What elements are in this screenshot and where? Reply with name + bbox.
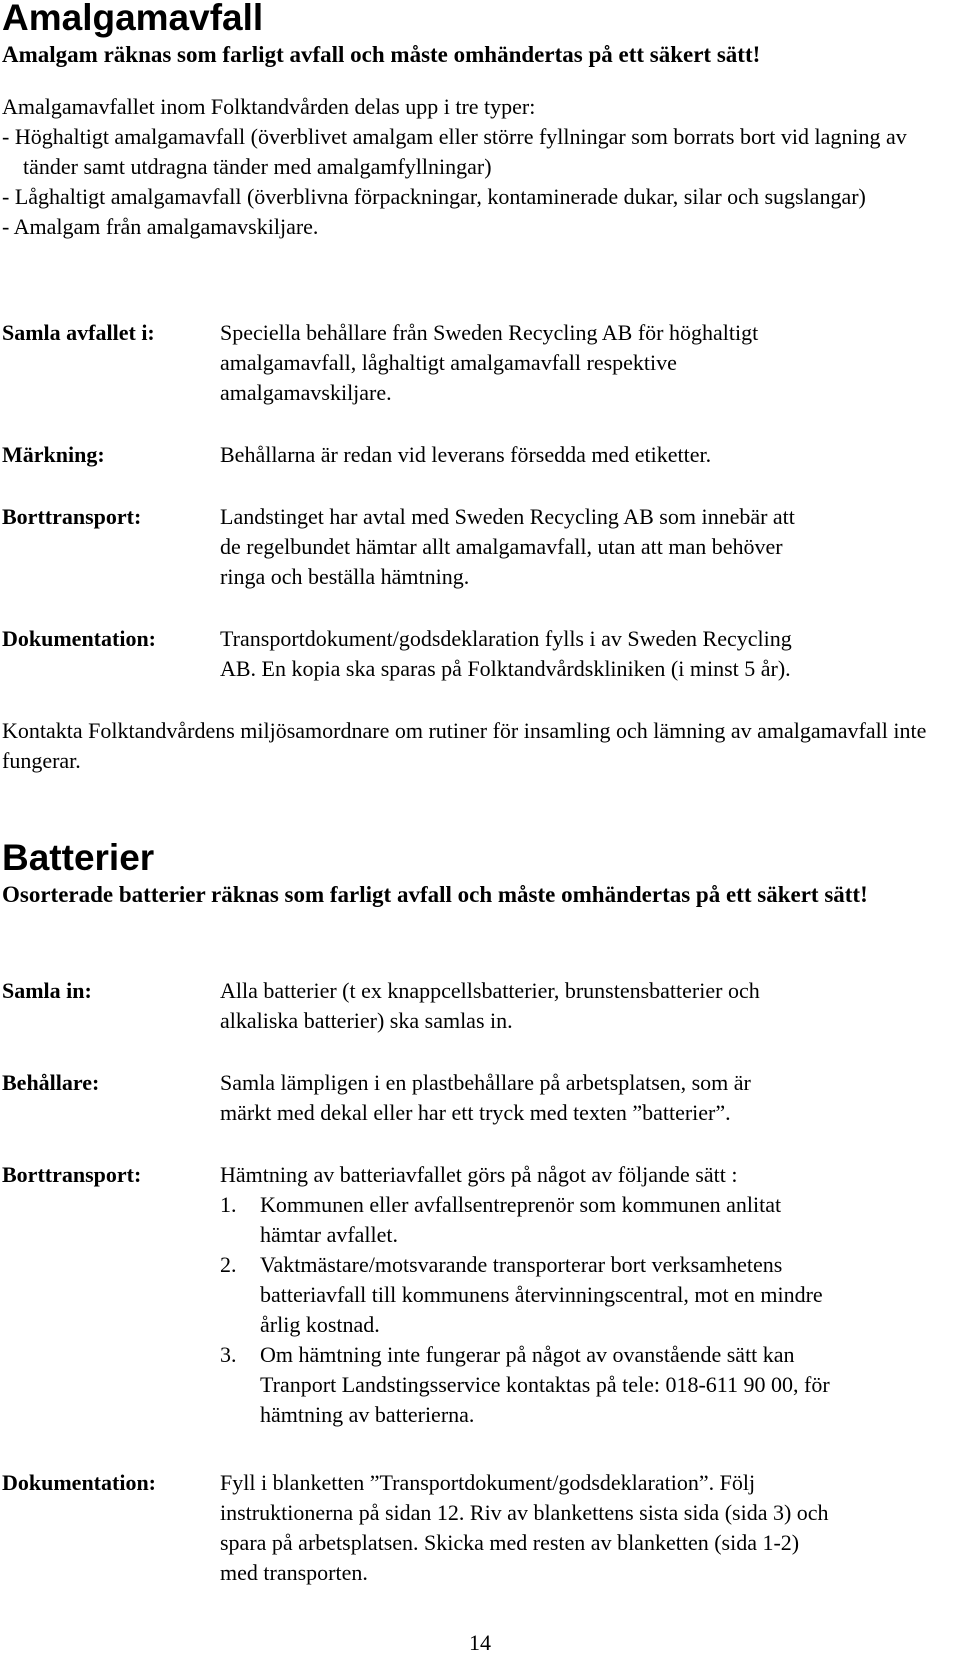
batteries-collect-line: alkaliska batterier) ska samlas in. bbox=[220, 1008, 513, 1033]
batteries-documentation-line: med transporten. bbox=[220, 1560, 368, 1585]
amalgam-transport-label: Borttransport: bbox=[2, 504, 142, 529]
amalgam-collect-line: amalgamavfall, låghaltigt amalgamavfall respektive bbox=[220, 350, 677, 375]
batteries-documentation-label: Dokumentation: bbox=[2, 1470, 157, 1495]
list-item bbox=[220, 1340, 960, 1430]
amalgam-type-high: - Höghaltigt amalgamavfall (överblivet amalgam eller större fyllningar som borrats bort vid lagning av tänder samt utdragna tänder med amalgamfyllningar) bbox=[2, 124, 907, 179]
batteries-container-text bbox=[220, 1068, 960, 1128]
amalgam-documentation-line: AB. En kopia ska sparas på Folktandvårdskliniken (i minst 5 år). bbox=[220, 656, 791, 681]
amalgam-transport-line: ringa och beställa hämtning. bbox=[220, 564, 470, 589]
amalgam-documentation-label: Dokumentation: bbox=[2, 626, 157, 651]
batteries-collect-label: Samla in: bbox=[2, 978, 92, 1003]
batteries-container-label: Behållare: bbox=[2, 1070, 100, 1095]
amalgam-collect-line: Speciella behållare från Sweden Recycling AB för höghaltigt bbox=[220, 320, 759, 345]
amalgam-documentation-text bbox=[220, 624, 960, 684]
list-item-line: Tranport Landstingsservice kontaktas på tele: 018-611 90 00, för bbox=[260, 1372, 830, 1397]
batteries-documentation-text bbox=[220, 1468, 960, 1588]
list-item-line: batteriavfall till kommunens återvinningscentral, mot en mindre bbox=[260, 1282, 823, 1307]
amalgam-heading: Amalgamavfall bbox=[2, 0, 264, 38]
list-item-line: årlig kostnad. bbox=[260, 1312, 380, 1337]
amalgam-transport-text bbox=[220, 502, 960, 592]
list-item bbox=[220, 1190, 960, 1250]
amalgam-contact-text: Kontakta Folktandvårdens miljösamordnare om rutiner för insamling och lämning av amalgamavfall inte fungerar. bbox=[2, 718, 927, 773]
list-item-number: 3. bbox=[220, 1342, 237, 1367]
amalgam-intro-block bbox=[2, 92, 942, 242]
list-item-line: Vaktmästare/motsvarande transporterar bort verksamhetens bbox=[260, 1252, 783, 1277]
amalgam-transport-line: de regelbundet hämtar allt amalgamavfall, utan att man behöver bbox=[220, 534, 783, 559]
batteries-documentation-line: spara på arbetsplatsen. Skicka med resten av blanketten (sida 1-2) bbox=[220, 1530, 800, 1555]
batteries-container-line: Samla lämpligen i en plastbehållare på arbetsplatsen, som är bbox=[220, 1070, 751, 1095]
list-item-line: hämtning av batterierna. bbox=[260, 1402, 475, 1427]
amalgam-collect-line: amalgamavskiljare. bbox=[220, 380, 392, 405]
batteries-collect-line: Alla batterier (t ex knappcellsbatterier, brunstensbatterier och bbox=[220, 978, 760, 1003]
batteries-documentation-line: Fyll i blanketten ”Transportdokument/godsdeklaration”. Följ bbox=[220, 1470, 756, 1495]
batteries-heading: Batterier bbox=[2, 837, 155, 878]
list-item-line: Kommunen eller avfallsentreprenör som kommunen anlitat bbox=[260, 1192, 782, 1217]
amalgam-documentation-line: Transportdokument/godsdeklaration fylls i av Sweden Recycling bbox=[220, 626, 792, 651]
list-item-line: Om hämtning inte fungerar på något av ovanstående sätt kan bbox=[260, 1342, 795, 1367]
amalgam-transport-line: Landstinget har avtal med Sweden Recycling AB som innebär att bbox=[220, 504, 795, 529]
batteries-container-line: märkt med dekal eller har ett tryck med texten ”batterier”. bbox=[220, 1100, 731, 1125]
amalgam-intro: Amalgamavfallet inom Folktandvården delas upp i tre typer: bbox=[2, 94, 536, 119]
amalgam-type-low: - Låghaltigt amalgamavfall (överblivna förpackningar, kontaminerade dukar, silar och sugslangar) bbox=[2, 184, 866, 209]
amalgam-collect-text bbox=[220, 318, 960, 408]
batteries-transport-text bbox=[220, 1160, 960, 1430]
list-item-number: 2. bbox=[220, 1252, 237, 1277]
list-item-line: hämtar avfallet. bbox=[260, 1222, 399, 1247]
amalgam-marking-line: Behållarna är redan vid leverans försedda med etiketter. bbox=[220, 442, 712, 467]
batteries-collect-text bbox=[220, 976, 960, 1036]
amalgam-marking-text bbox=[220, 440, 960, 470]
batteries-transport-steps bbox=[220, 1190, 960, 1430]
page-number: 14 bbox=[469, 1630, 491, 1655]
batteries-documentation-line: instruktionerna på sidan 12. Riv av blankettens sista sida (sida 3) och bbox=[220, 1500, 829, 1525]
list-item-number: 1. bbox=[220, 1192, 237, 1217]
amalgam-collect-label: Samla avfallet i: bbox=[2, 320, 155, 345]
amalgam-type-separator: - Amalgam från amalgamavskiljare. bbox=[2, 214, 319, 239]
list-item bbox=[220, 1250, 960, 1340]
amalgam-lead: Amalgam räknas som farligt avfall och måste omhändertas på ett säkert sätt! bbox=[2, 42, 761, 67]
batteries-lead: Osorterade batterier räknas som farligt avfall och måste omhändertas på ett säkert sätt! bbox=[2, 882, 868, 907]
batteries-transport-intro: Hämtning av batteriavfallet görs på något av följande sätt : bbox=[220, 1162, 738, 1187]
amalgam-marking-label: Märkning: bbox=[2, 442, 105, 467]
batteries-transport-label: Borttransport: bbox=[2, 1162, 142, 1187]
